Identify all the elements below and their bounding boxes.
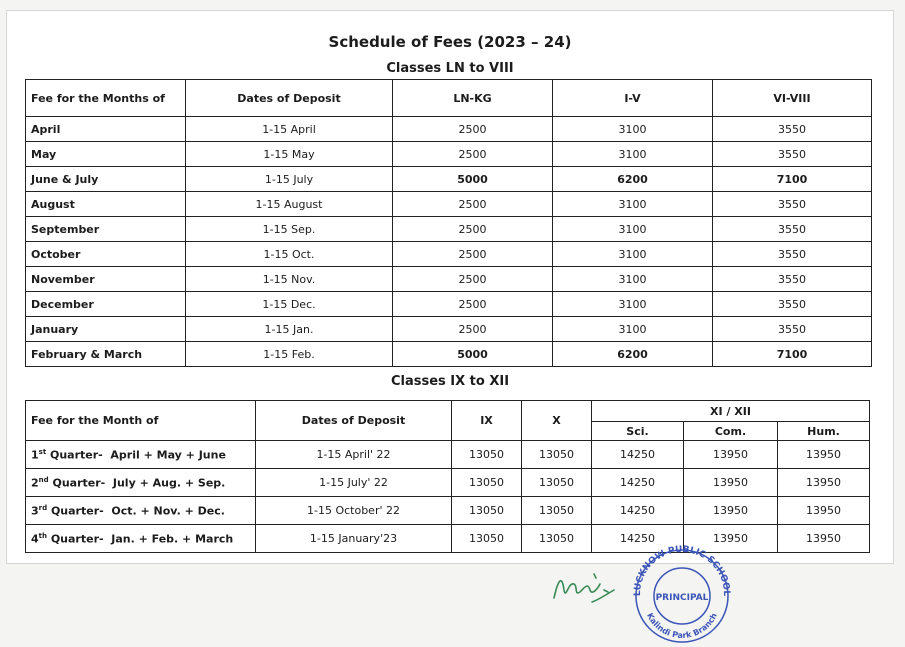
- row-vi-viii-fee: 7100: [713, 342, 872, 367]
- row-sci-fee: 14250: [592, 525, 684, 553]
- table-row: [26, 267, 872, 292]
- row-vi-viii-fee: 7100: [713, 167, 872, 192]
- row-date: 1-15 August: [186, 192, 393, 217]
- header-hum: Hum.: [778, 422, 870, 441]
- row-month: February & March: [26, 342, 186, 367]
- row-i-v-fee: 3100: [553, 292, 713, 317]
- row-date: 1-15 Dec.: [186, 292, 393, 317]
- table-row: [26, 142, 872, 167]
- row-i-v-fee: 3100: [553, 242, 713, 267]
- stamp-top-text: LUCKNOW PUBLIC SCHOOL: [632, 544, 732, 597]
- header-i-v: I-V: [553, 80, 713, 117]
- table-row: [26, 469, 870, 497]
- row-x-fee: 13050: [522, 525, 592, 553]
- table-row: [26, 242, 872, 267]
- row-lnkg-fee: 5000: [393, 342, 553, 367]
- row-date: 1-15 October' 22: [256, 497, 452, 525]
- row-date: 1-15 Sep.: [186, 217, 393, 242]
- quarter-number: 2: [31, 476, 39, 490]
- row-i-v-fee: 3100: [553, 217, 713, 242]
- row-ix-fee: 13050: [452, 525, 522, 553]
- row-month: January: [26, 317, 186, 342]
- row-i-v-fee: 3100: [553, 117, 713, 142]
- table-row: [26, 117, 872, 142]
- row-i-v-fee: 6200: [553, 167, 713, 192]
- row-month: September: [26, 217, 186, 242]
- header-dates: Dates of Deposit: [186, 80, 393, 117]
- table-row: [26, 342, 872, 367]
- header-sci: Sci.: [592, 422, 684, 441]
- quarter-number: 4: [31, 532, 39, 546]
- quarter-months: Quarter- Jan. + Feb. + March: [47, 532, 234, 546]
- row-date: 1-15 Feb.: [186, 342, 393, 367]
- stamp-center-text: PRINCIPAL: [655, 593, 709, 603]
- row-i-v-fee: 6200: [553, 342, 713, 367]
- row-com-fee: 13950: [684, 469, 778, 497]
- quarter-ordinal: rd: [38, 503, 48, 512]
- row-hum-fee: 13950: [778, 525, 870, 553]
- quarter-months: Quarter- Oct. + Nov. + Dec.: [47, 504, 225, 518]
- row-vi-viii-fee: 3550: [713, 267, 872, 292]
- row-sci-fee: 14250: [592, 469, 684, 497]
- table-row: [26, 525, 870, 553]
- table-row: [26, 441, 870, 469]
- svg-text:LUCKNOW PUBLIC SCHOOL: [633, 545, 731, 597]
- row-quarter: [26, 525, 256, 553]
- row-date: 1-15 April: [186, 117, 393, 142]
- fee-table-ln-viii: [25, 79, 872, 367]
- row-date: 1-15 Nov.: [186, 267, 393, 292]
- row-vi-viii-fee: 3550: [713, 217, 872, 242]
- header-xi-xii: XI / XII: [592, 401, 870, 422]
- row-month: May: [26, 142, 186, 167]
- header-dates: Dates of Deposit: [256, 401, 452, 441]
- row-month: November: [26, 267, 186, 292]
- row-i-v-fee: 3100: [553, 192, 713, 217]
- row-com-fee: 13950: [684, 525, 778, 553]
- row-month: August: [26, 192, 186, 217]
- row-month: December: [26, 292, 186, 317]
- row-ix-fee: 13050: [452, 441, 522, 469]
- header-vi-viii: VI-VIII: [713, 80, 872, 117]
- signature-mark: [548, 560, 620, 610]
- header-month: Fee for the Month of: [26, 401, 256, 441]
- row-i-v-fee: 3100: [553, 267, 713, 292]
- section-title-ln-viii: Classes LN to VIII: [386, 61, 514, 76]
- row-date: 1-15 July: [186, 167, 393, 192]
- row-vi-viii-fee: 3550: [713, 317, 872, 342]
- header-x: X: [522, 401, 592, 441]
- quarter-ordinal: th: [38, 531, 47, 540]
- fee-table-ix-xii: [25, 400, 870, 553]
- row-quarter: [26, 497, 256, 525]
- row-date: 1-15 Oct.: [186, 242, 393, 267]
- table-row: [26, 317, 872, 342]
- quarter-number: 3: [31, 504, 39, 518]
- svg-text:Kalindi Park Branch: [645, 611, 719, 640]
- row-vi-viii-fee: 3550: [713, 192, 872, 217]
- row-sci-fee: 14250: [592, 497, 684, 525]
- row-vi-viii-fee: 3550: [713, 242, 872, 267]
- header-lnkg: LN-KG: [393, 80, 553, 117]
- row-month: April: [26, 117, 186, 142]
- row-x-fee: 13050: [522, 469, 592, 497]
- row-vi-viii-fee: 3550: [713, 142, 872, 167]
- row-ix-fee: 13050: [452, 469, 522, 497]
- row-hum-fee: 13950: [778, 469, 870, 497]
- principal-stamp: [624, 544, 740, 644]
- table-row: [26, 192, 872, 217]
- row-lnkg-fee: 2500: [393, 217, 553, 242]
- quarter-ordinal: nd: [38, 475, 49, 484]
- row-x-fee: 13050: [522, 497, 592, 525]
- row-lnkg-fee: 2500: [393, 192, 553, 217]
- stamp-bottom-text: Kalindi Park Branch: [645, 611, 719, 641]
- row-lnkg-fee: 2500: [393, 142, 553, 167]
- row-ix-fee: 13050: [452, 497, 522, 525]
- header-com: Com.: [684, 422, 778, 441]
- quarter-number: 1: [31, 448, 39, 462]
- row-date: 1-15 January'23: [256, 525, 452, 553]
- row-lnkg-fee: 2500: [393, 117, 553, 142]
- table-row: [26, 167, 872, 192]
- row-lnkg-fee: 2500: [393, 267, 553, 292]
- row-month: October: [26, 242, 186, 267]
- row-quarter: [26, 441, 256, 469]
- row-vi-viii-fee: 3550: [713, 292, 872, 317]
- table-row: [26, 497, 870, 525]
- table-header-row: [26, 401, 870, 422]
- row-quarter: [26, 469, 256, 497]
- row-vi-viii-fee: 3550: [713, 117, 872, 142]
- table-header-row: [26, 80, 872, 117]
- row-date: 1-15 April' 22: [256, 441, 452, 469]
- row-hum-fee: 13950: [778, 441, 870, 469]
- row-sci-fee: 14250: [592, 441, 684, 469]
- row-date: 1-15 Jan.: [186, 317, 393, 342]
- row-month: June & July: [26, 167, 186, 192]
- quarter-ordinal: st: [38, 447, 47, 456]
- quarter-months: Quarter- April + May + June: [46, 448, 226, 462]
- row-hum-fee: 13950: [778, 497, 870, 525]
- row-x-fee: 13050: [522, 441, 592, 469]
- row-lnkg-fee: 2500: [393, 292, 553, 317]
- row-com-fee: 13950: [684, 497, 778, 525]
- row-i-v-fee: 3100: [553, 142, 713, 167]
- row-i-v-fee: 3100: [553, 317, 713, 342]
- header-ix: IX: [452, 401, 522, 441]
- table-row: [26, 292, 872, 317]
- row-lnkg-fee: 2500: [393, 317, 553, 342]
- page-title: Schedule of Fees (2023 – 24): [328, 33, 572, 51]
- row-lnkg-fee: 2500: [393, 242, 553, 267]
- quarter-months: Quarter- July + Aug. + Sep.: [48, 476, 226, 490]
- row-date: 1-15 May: [186, 142, 393, 167]
- section-title-ix-xii: Classes IX to XII: [390, 374, 510, 389]
- row-date: 1-15 July' 22: [256, 469, 452, 497]
- row-com-fee: 13950: [684, 441, 778, 469]
- fee-schedule-sheet: [6, 10, 894, 564]
- row-lnkg-fee: 5000: [393, 167, 553, 192]
- table-row: [26, 217, 872, 242]
- header-months: Fee for the Months of: [26, 80, 186, 117]
